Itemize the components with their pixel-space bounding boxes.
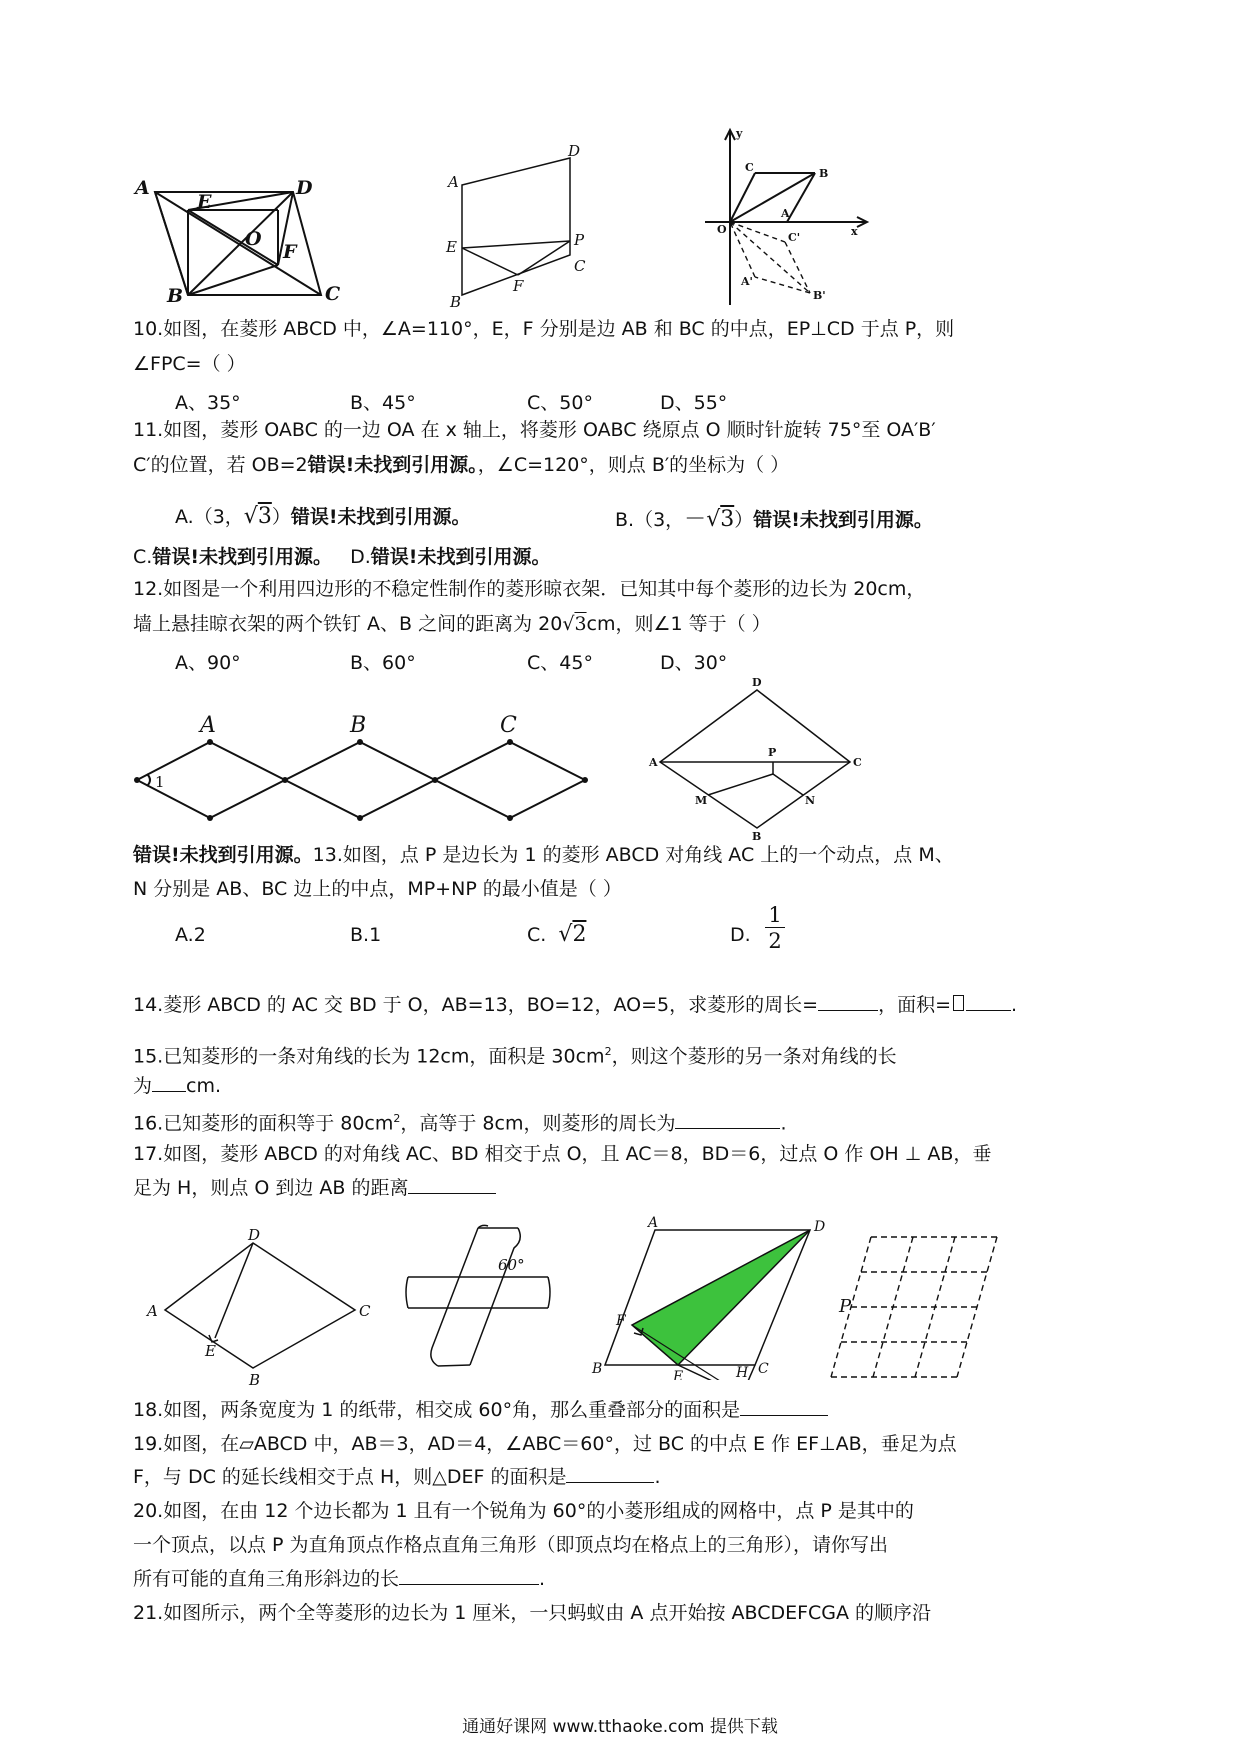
q13-line-1-text: 13.如图，点 P 是边长为 1 的菱形 ABCD 对角线 AC 上的一个动点，点 M、: [312, 844, 954, 866]
label-d: D: [752, 676, 762, 689]
minus-sign: －: [684, 507, 707, 532]
label-angle-1: 1: [155, 773, 165, 791]
label-p: P: [768, 746, 777, 759]
label-e: E: [205, 1342, 216, 1360]
q15-line-2-start: 为: [133, 1075, 153, 1097]
error-ref-text: 错误!未找到引用源。: [753, 509, 933, 531]
q17-line-2: [133, 1171, 496, 1205]
q17-line-2-text: 足为 H，则点 O 到边 AB 的距离: [133, 1177, 409, 1199]
answer-blank[interactable]: [408, 1175, 496, 1194]
label-a-prime: A': [741, 275, 753, 288]
label-o: O: [717, 223, 727, 236]
answer-blank[interactable]: [818, 992, 878, 1011]
q13-option-d: D.: [730, 924, 751, 946]
label-c: C: [500, 713, 517, 738]
q11-option-c: C.: [133, 546, 153, 568]
label-e: E: [673, 1369, 684, 1380]
q16-line: [133, 1102, 787, 1140]
label-d: D: [248, 1228, 261, 1244]
q21-line-1: 21.如图所示，两个全等菱形的边长为 1 厘米，一只蚂蚁由 A 点开始按 ABCDEFCGA 的顺序沿: [133, 1602, 932, 1624]
error-ref-text: 错误!未找到引用源。: [133, 844, 313, 866]
q14-text-end: .: [1011, 994, 1018, 1016]
label-angle-60: 60°: [498, 1256, 525, 1274]
q16-text-mid: ，高等于 8cm，则菱形的周长为: [400, 1112, 676, 1135]
label-a: A: [648, 1215, 659, 1231]
q10-option-d: D、55°: [660, 392, 728, 414]
q19-line-1: 19.如图，在▱ABCD 中，AB＝3，AD＝4，∠ABC＝60°，过 BC 的中点 E 作 EF⊥AB，垂足为点: [133, 1433, 957, 1455]
q13-line-1: [133, 838, 954, 872]
figure-paper-strips: [400, 1220, 560, 1370]
q11-options-cd: [133, 540, 550, 574]
label-a: A: [781, 207, 790, 220]
label-a: A: [135, 177, 150, 199]
label-c: C: [758, 1361, 769, 1377]
answer-blank[interactable]: [675, 1110, 780, 1129]
figure-rhombus-de-perpendicular: [145, 1228, 375, 1388]
label-n: N: [805, 794, 816, 807]
q11-option-a-start: A.（3，: [175, 506, 244, 528]
q10-line-2: ∠FPC=（ ）: [133, 353, 246, 375]
answer-blank[interactable]: [740, 1397, 828, 1416]
sqrt-3: 3: [720, 507, 735, 532]
label-a: A: [448, 173, 459, 191]
q10-option-b: B、45°: [350, 392, 416, 414]
superscript-2: 2: [604, 1045, 612, 1058]
q13-option-b: B.1: [350, 924, 382, 946]
q12-option-d: D、30°: [660, 652, 728, 674]
figure-rhombus-mpn: [645, 675, 865, 840]
figure-rhombus-grid: [825, 1232, 1005, 1382]
label-e: E: [197, 191, 212, 213]
label-e: E: [446, 238, 457, 256]
q13-option-a: A.2: [175, 924, 206, 946]
label-d: D: [814, 1219, 826, 1235]
q14-line: [133, 988, 1017, 1022]
q18-line: [133, 1393, 828, 1427]
label-c: C: [853, 756, 862, 769]
q11-option-b-end: ）: [734, 509, 754, 531]
label-a: A: [147, 1302, 158, 1320]
q19-line-2: [133, 1460, 661, 1494]
q19-line-2-text: F，与 DC 的延长线相交于点 H，则△DEF 的面积是: [133, 1466, 567, 1488]
q13-option-c: C. √2: [527, 922, 587, 947]
superscript-2: 2: [393, 1112, 401, 1125]
label-b: B: [167, 285, 184, 305]
page-footer: 通通好课网 www.tthaoke.com 提供下载: [462, 1717, 778, 1737]
q15-line-2: [133, 1069, 221, 1103]
label-d: D: [568, 145, 581, 160]
label-p: P: [574, 231, 585, 249]
label-f: F: [513, 277, 524, 295]
q11-option-b: B.（3，－√3）错误!未找到引用源。: [615, 507, 933, 532]
q13-option-c-label: C.: [527, 924, 547, 946]
q12-line-2-end: cm，则∠1 等于（ ）: [586, 613, 771, 635]
label-b: B: [592, 1361, 603, 1377]
q10-line-1: 10.如图，在菱形 ABCD 中，∠A=110°，E，F 分别是边 AB 和 BC 的中点，EP⊥CD 于点 P，则: [133, 318, 955, 340]
label-c: C: [745, 161, 754, 174]
label-b: B: [249, 1371, 261, 1388]
q10-option-c: C、50°: [527, 392, 593, 414]
q11-line-2-start: C′的位置，若 OB=2: [133, 454, 308, 476]
label-a: A: [200, 713, 216, 738]
q10-option-a: A、35°: [175, 392, 241, 414]
fraction-denominator: 2: [768, 929, 782, 953]
error-ref-text: 错误!未找到引用源。: [290, 506, 471, 528]
q11-option-a: A.（3，√3）错误!未找到引用源。: [175, 504, 471, 529]
label-y: y: [736, 127, 743, 140]
sqrt-3: 3: [257, 504, 272, 529]
q12-line-2-start: 墙上悬挂晾衣架的两个铁钉 A、B 之间的距离为 20: [133, 613, 563, 635]
label-f: F: [616, 1313, 626, 1329]
label-b: B: [752, 830, 762, 840]
placeholder-box: [953, 995, 964, 1011]
q11-option-b-start: B.（3，: [615, 509, 685, 531]
fraction-one-half: [765, 903, 785, 954]
label-f: F: [283, 241, 297, 263]
fraction-numerator: 1: [768, 903, 782, 927]
answer-blank[interactable]: [966, 992, 1011, 1011]
q15-line-2-end: cm.: [186, 1075, 222, 1097]
figure-rotated-rhombus-coordinate: [705, 125, 880, 310]
figure-clothes-rack: [125, 710, 605, 830]
q20-line-1: 20.如图，在由 12 个边长都为 1 且有一个锐角为 60°的小菱形组成的网格中，点 P 是其中的: [133, 1500, 914, 1522]
label-b: B: [350, 713, 367, 738]
answer-blank[interactable]: [566, 1464, 654, 1483]
q16-text-end: .: [780, 1112, 787, 1135]
q15-line-1: [133, 1035, 897, 1073]
label-c: C: [359, 1302, 371, 1320]
error-ref-text: 错误!未找到引用源。: [152, 546, 332, 568]
q15-text-end: ，则这个菱形的另一条对角线的长: [611, 1045, 897, 1068]
q11-line-2: [133, 448, 789, 482]
q12-option-c: C、45°: [527, 652, 593, 674]
label-o: O: [245, 228, 262, 250]
label-p: P: [839, 1296, 852, 1317]
answer-blank[interactable]: [152, 1073, 186, 1092]
q18-text: 18.如图，两条宽度为 1 的纸带，相交成 60°角，那么重叠部分的面积是: [133, 1399, 741, 1421]
q15-text-start: 15.已知菱形的一条对角线的长为 12cm，面积是 30cm: [133, 1045, 605, 1068]
label-c-prime: C': [788, 231, 801, 244]
figure-parallelogram-def: [590, 1215, 830, 1380]
q20-line-3-text: 所有可能的直角三角形斜边的长: [133, 1568, 400, 1590]
q14-text-start: 14.菱形 ABCD 的 AC 交 BD 于 O，AB=13，BO=12，AO=5，求菱形的周长=: [133, 994, 819, 1016]
q16-text-start: 16.已知菱形的面积等于 80cm: [133, 1112, 394, 1135]
label-b: B: [819, 167, 829, 180]
answer-blank[interactable]: [399, 1566, 539, 1585]
q20-line-3: [133, 1562, 545, 1596]
label-m: M: [695, 794, 708, 807]
q20-line-3-end: .: [539, 1568, 546, 1590]
q20-line-2: 一个顶点，以点 P 为直角顶点作格点直角三角形（即顶点均在格点上的三角形），请你写出: [133, 1534, 889, 1556]
error-ref-text: 错误!未找到引用源。: [370, 546, 551, 568]
label-d: D: [296, 177, 313, 199]
q13-line-2: N 分别是 AB、BC 边上的中点，MP+NP 的最小值是（ ）: [133, 878, 622, 900]
q12-line-1: 12.如图是一个利用四边形的不稳定性制作的菱形晾衣架．已知其中每个菱形的边长为 20cm，: [133, 578, 926, 600]
sqrt-2: 2: [572, 922, 587, 947]
label-h: H: [736, 1365, 749, 1380]
q14-text-mid: ，面积=: [878, 994, 951, 1016]
q11-option-a-end: ）: [271, 506, 291, 528]
figure-rhombus-abcd-epf: [440, 145, 600, 310]
error-ref-text: 错误!未找到引用源。: [307, 454, 478, 476]
label-x: x: [851, 225, 858, 238]
figure-rhombus-abcd-diagonals: [133, 170, 343, 305]
q12-option-b: B、60°: [350, 652, 416, 674]
q19-line-2-end: .: [654, 1466, 661, 1488]
sqrt-3: 3: [574, 613, 587, 635]
label-c: C: [574, 257, 586, 275]
q12-option-a: A、90°: [175, 652, 241, 674]
label-b: B: [450, 293, 462, 310]
label-a: A: [649, 756, 658, 769]
q11-line-2-end: ，∠C=120°，则点 B′的坐标为（ ）: [477, 454, 790, 476]
label-b-prime: B': [813, 289, 826, 302]
label-c: C: [325, 283, 341, 305]
q17-line-1: 17.如图，菱形 ABCD 的对角线 AC、BD 相交于点 O，且 AC＝8，BD＝6，过点 O 作 OH ⊥ AB，垂: [133, 1143, 992, 1165]
q12-line-2: 墙上悬挂晾衣架的两个铁钉 A、B 之间的距离为 20√3cm，则∠1 等于（ ）: [133, 613, 771, 635]
q11-option-d: D.: [350, 546, 371, 568]
q11-line-1: 11.如图，菱形 OABC 的一边 OA 在 x 轴上，将菱形 OABC 绕原点 O 顺时针旋转 75°至 OA′B′: [133, 419, 936, 441]
